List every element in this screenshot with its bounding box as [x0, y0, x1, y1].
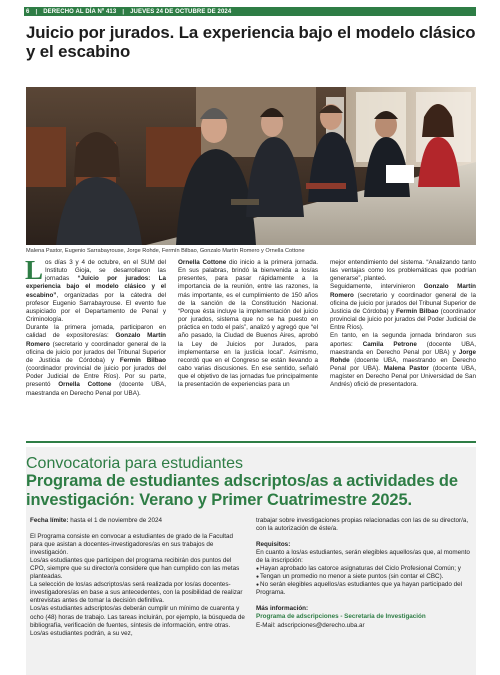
office-name: Programa de adscripciones - Secretaría de Investigación	[256, 613, 426, 621]
deadline	[30, 517, 245, 525]
article-photo	[26, 87, 476, 245]
more-info-heading: Más información:	[256, 605, 309, 613]
text-run: (docente UBA, magíster en Derecho Penal por Universidad de San Andrés) ofició de presentadora.	[330, 365, 476, 389]
text-run: (secretario y coordinador general de la oficina de juicio por jurados del Tribunal Superior de Justicia de Córdoba) y	[330, 291, 476, 315]
panel-photo-illustration	[26, 87, 476, 245]
text-run: (docente UBA, maestrando en Derecho Penal por UBA).	[330, 356, 476, 373]
convocatoria-paragraph: La selección de los/as adscriptos/as será realizada por los/as docentes-investigadores/as en base a sus antecedentes, con la posibilidad de realizar entrevistas antes de tomar la decisión definitiva.	[30, 581, 243, 605]
speaker-name: Fermín Bilbao	[119, 356, 166, 364]
convocatoria-column-left	[30, 517, 245, 638]
section-divider	[26, 441, 476, 443]
text-run: os días 3 y 4 de octubre, en el SUM del Instituto Gioja, se desarrollaron las jornadas	[45, 259, 166, 283]
speaker-name: Gonzalo Martín Romero	[26, 332, 166, 348]
article-column-3	[330, 259, 476, 390]
article-paragraph	[25, 255, 166, 324]
contact-email[interactable]: E-Mail: adscripciones@derecho.uba.ar	[256, 621, 365, 629]
separator: |	[122, 8, 125, 15]
text-run: (coordinador provincial de juicio por jurados del Poder Judicial de Entre Ríos). Por su parte, presentó	[26, 365, 166, 389]
photo-caption: Malena Pastor, Eugenio Sarrabayrouse, Jorge Rohde, Fermín Bilbao, Gonzalo Martín Romero y Ornella Cottone	[26, 248, 305, 254]
requirements-intro: En cuanto a los/as estudiantes, serán elegibles aquellos/as que, al momento de la inscripción:	[256, 549, 470, 565]
text-run: Durante la primera jornada, participaron en calidad de expositores/as:	[26, 324, 166, 340]
speaker-name: Camila Petrone	[362, 340, 417, 348]
text-run: dio inicio a la primera jornada. En sus palabras, brindó la bienvenida a los/as presentes, para pasar rápidamente a la importancia de la reunión, entre las razones, la más importante, es el cumplimiento de 150 años de la sanción de la Constitución Nacional. “Porque ésta incluye la implementación del juicio por jurados, sistema que no se ha puesto en práctica en todo el país”, analizó y agregó que “el año pasado, la Ciudad de Buenos Aires, aprobó la Ley de Juicios por Jurados, para implementarse en la justicia local”. Asimismo, recordó que en el Congreso se están llevando a cabo varias discusiones. En ese sentido, señaló que el objetivo de las jornadas fue principalmente la presentación de experiencias para un	[178, 259, 318, 389]
speaker-name: Malena Pastor	[383, 365, 429, 373]
deadline-label: Fecha límite:	[30, 517, 69, 524]
page-header	[0, 0, 500, 22]
requirement-item: ● Tengan un promedio no menor a siete puntos (sin contar el CBC).	[256, 573, 474, 581]
text-run: (docente UBA, maestranda en Derecho Penal por UBA).	[26, 381, 167, 397]
page-number: 6	[26, 8, 30, 15]
spacer	[256, 597, 474, 605]
text-run: , organizadas por la cátedra del profesor Eugenio Sarrabayrouse. El evento fue auspiciado por el Departamento de Penal y Criminología.	[26, 291, 166, 324]
issue-date: JUEVES 24 DE OCTUBRE DE 2024	[130, 8, 232, 15]
text-run: (secretario y coordinador general de la oficina de juicio por jurados del Tribunal Superior de Justicia de Córdoba) y	[26, 340, 166, 364]
requirement-item: ● Hayan aprobado las catorce asignaturas del Ciclo Profesional Común; y	[256, 565, 474, 573]
speaker-name: Fermín Bilbao	[396, 307, 439, 315]
article-paragraph	[330, 332, 476, 389]
spacer	[30, 525, 245, 533]
article-column-1	[25, 255, 167, 398]
article-body	[25, 255, 476, 439]
article-paragraph: mejor entendimiento del sistema. “Analizando tanto las ventajas como los problemáticas que podrían generarse”, planteó.	[330, 259, 476, 283]
speaker-name: Ornella Cottone	[178, 259, 227, 266]
text-run: (coordinador provincial de juicio por jurados del Poder Judicial de Entre Ríos).	[330, 307, 476, 332]
text-run: Seguidamente, intervinieron	[330, 283, 424, 291]
speaker-name: Jorge Rohde	[330, 348, 476, 364]
text-run: En tanto, en la segunda jornada brindaron sus aportes:	[330, 332, 476, 348]
article-paragraph	[26, 324, 166, 397]
section-title: Programa de estudiantes adscriptos/as a actividades de investigación: Verano y Primer Cuatrimestre 2025.	[26, 472, 458, 509]
article-column-2	[178, 259, 318, 390]
publication-name: DERECHO AL DÍA Nº 413	[43, 8, 117, 15]
text-run: (docente UBA, maestranda en Derecho Penal por UBA) y	[330, 340, 476, 356]
requirements-heading: Requisitos:	[256, 541, 291, 549]
deadline-value: hasta el 1 de noviembre de 2024	[68, 517, 162, 524]
speaker-name: Gonzalo Martín Romero	[330, 283, 476, 299]
separator: |	[35, 8, 38, 15]
convocatoria-paragraph: Los/as estudiantes que participen del programa recibirán dos puntos del CPO, siempre que su director/a considere que han cumplido con las metas planteadas.	[30, 557, 240, 581]
drop-cap: L	[25, 255, 44, 285]
article-paragraph	[330, 283, 476, 332]
convocatoria-paragraph: El Programa consiste en convocar a estudiantes de grado de la Facultad para que asistan a docentes-investigadores/as en sus trabajos de investigación.	[30, 533, 234, 557]
speaker-name: Ornella Cottone	[58, 381, 112, 389]
convocatoria-paragraph: trabajar sobre investigaciones propias relacionadas con las de su director/a, con la autorización de éste/a.	[256, 517, 469, 533]
article-headline: Juicio por jurados. La experiencia bajo el modelo clásico y el escabino	[26, 23, 476, 61]
spacer	[256, 533, 474, 541]
requirement-item: ● No serán elegibles aquellos/as estudiantes que ya hayan participado del Programa.	[256, 581, 474, 597]
convocatoria-column-right	[256, 517, 474, 630]
section-kicker: Convocatoria para estudiantes	[26, 455, 244, 472]
article-paragraph	[178, 259, 318, 390]
header-text	[26, 7, 231, 16]
event-title: “Juicio por jurados: La experiencia bajo el modelo clásico y el escabino”	[26, 275, 166, 299]
convocatoria-paragraph: Los/as estudiantes adscriptos/as deberán cumplir un mínimo de cuarenta y ocho (48) horas de trabajo. Las tareas incluirán, por ejemplo, la búsqueda de bibliografía, verificación de fuentes, síntesis de información, entre otras. Los/as estudiantes podrán, a su vez,	[30, 605, 245, 637]
